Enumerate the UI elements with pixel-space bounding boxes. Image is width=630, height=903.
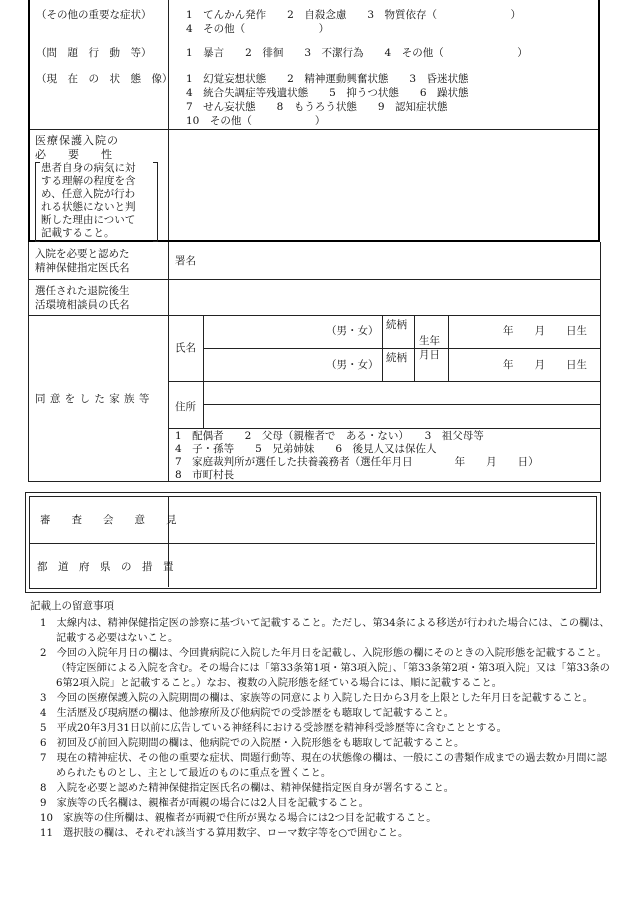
birth-date-2[interactable]: 年 月 日生 — [503, 359, 587, 371]
prefecture-input[interactable] — [170, 545, 594, 586]
doctor-name-input[interactable] — [200, 244, 598, 278]
current-state-options-2: 4 統合失調症等残遺状態 5 抑うつ状態 6 躁状態 — [186, 87, 469, 99]
necessity-title-2: 必 要 性 — [35, 148, 112, 161]
note-item: 11 選択肢の欄は、それぞれ該当する算用数字、ローマ数字等を○で囲むこと。 — [40, 828, 409, 839]
other-symptoms-label: （その他の重要な症状） — [36, 9, 152, 21]
problem-behavior-options: 1 暴言 2 徘徊 3 不潔行為 4 その他（ ） — [186, 47, 528, 59]
problem-behavior-label: （問 題 行 動 等） — [36, 47, 152, 59]
relation-label-2: 続柄 — [386, 352, 407, 364]
current-state-options-4: 10 その他（ ） — [186, 115, 326, 127]
address-label: 住所 — [175, 401, 196, 413]
prefecture-label: 都 道 府 県 の 措 置 — [37, 561, 174, 573]
notes-list — [30, 616, 610, 841]
review-input[interactable] — [170, 498, 594, 542]
current-state-options-3: 7 せん妄状態 8 もうろう状態 9 認知症状態 — [186, 101, 448, 113]
note-item: 9 家族等の氏名欄は、親権者が両親の場合には2人目を記載すること。 — [40, 798, 369, 809]
relation-option-4: 8 市町村長 — [175, 469, 235, 481]
note-item: 5 平成20年3月31日以前に広告している神経科における受診歴を精神科受診歴等に含むこととする。 — [40, 723, 507, 734]
note-item: 10 家族等の住所欄は、親権者が両親で住所が異なる場合には2つ目を記載すること。 — [40, 813, 437, 824]
other-symptoms-options-2: 4 その他（ ） — [186, 23, 330, 35]
current-state-label: （現 在 の 状 態 像） — [36, 73, 173, 85]
note-item: 4 生活歴及び現病歴の欄は、他診療所及び他病院での受診歴をも聴取して記載すること。 — [40, 708, 454, 719]
review-label: 審 査 会 意 見 — [40, 514, 177, 526]
counselor-label-1: 選任された退院後生 — [35, 285, 130, 297]
note-item: 7 現在の精神症状、その他の重要な症状、問題行動等、現在の状態像の欄は、一般にこの書類作成までの過去数か月間に認められたものとし、主として最近のものに重点を置くこと。 — [40, 753, 607, 779]
current-state-options-1: 1 幻覚妄想状態 2 精神運動興奮状態 3 昏迷状態 — [186, 73, 469, 85]
birth-date-1[interactable]: 年 月 日生 — [503, 325, 587, 337]
family-name-label: 氏名 — [175, 342, 196, 354]
note-item: 3 今回の医療保護入院の入院期間の欄は、家族等の同意により入院した日から3月を上限とした年月日を記載すること。 — [40, 693, 593, 704]
doctor-sign-label: 署名 — [175, 255, 196, 267]
counselor-name-input[interactable] — [170, 281, 598, 314]
gender-select-1[interactable]: （男・女） — [326, 325, 379, 337]
family-label: 同 意 を し た 家 族 等 — [35, 393, 150, 405]
note-item: 6 初回及び前回入院期間の欄は、他病院での入院歴・入院形態をも聴取して記載すること。 — [40, 738, 465, 749]
counselor-label-2: 活環境相談員の氏名 — [35, 299, 130, 311]
doctor-label-1: 入院を必要と認めた — [35, 248, 130, 260]
birth-label-1: 生年 — [419, 335, 440, 347]
gender-select-2[interactable]: （男・女） — [326, 359, 379, 371]
relation-option-2: 4 子・孫等 5 兄弟姉妹 6 後見人又は保佐人 — [175, 443, 437, 455]
doctor-label-2: 精神保健指定医氏名 — [35, 262, 130, 274]
relation-option-3: 7 家庭裁判所が選任した扶養義務者（選任年月日 年 月 日） — [175, 456, 539, 468]
note-item: 8 入院を必要と認めた精神保健指定医氏名の欄は、精神保健指定医自身が署名すること。 — [40, 783, 454, 794]
necessity-title-1: 医療保護入院の — [35, 134, 119, 147]
note-item: 1 太線内は、精神保健指定医の診察に基づいて記載すること。ただし、第34条による移送が行われた場合には、この欄は、記載する必要はないこと。 — [40, 618, 610, 644]
note-item: 2 今回の入院年月日の欄は、今回貴病院に入院した年月日を記載し、入院形態の欄にそのときの入院形態を記載すること。（特定医師による入院を含む。その場合には「第33条第1項・第3項入院」、「第33条第2項・第3項入院」又は「第33条の6第2項入院」と記載すること。）なお、複数の入院形態を経ている場合には、順に記載すること。 — [40, 648, 610, 689]
necessity-input[interactable] — [170, 131, 596, 238]
other-symptoms-options-1: 1 てんかん発作 2 自殺念慮 3 物質依存（ ） — [186, 9, 522, 21]
relation-option-1: 1 配偶者 2 父母（親権者で ある・ない） 3 祖父母等 — [175, 430, 484, 442]
birth-label-2: 月日 — [419, 349, 440, 361]
relation-label-1: 続柄 — [386, 319, 407, 331]
notes-title: 記載上の留意事項 — [30, 600, 114, 612]
